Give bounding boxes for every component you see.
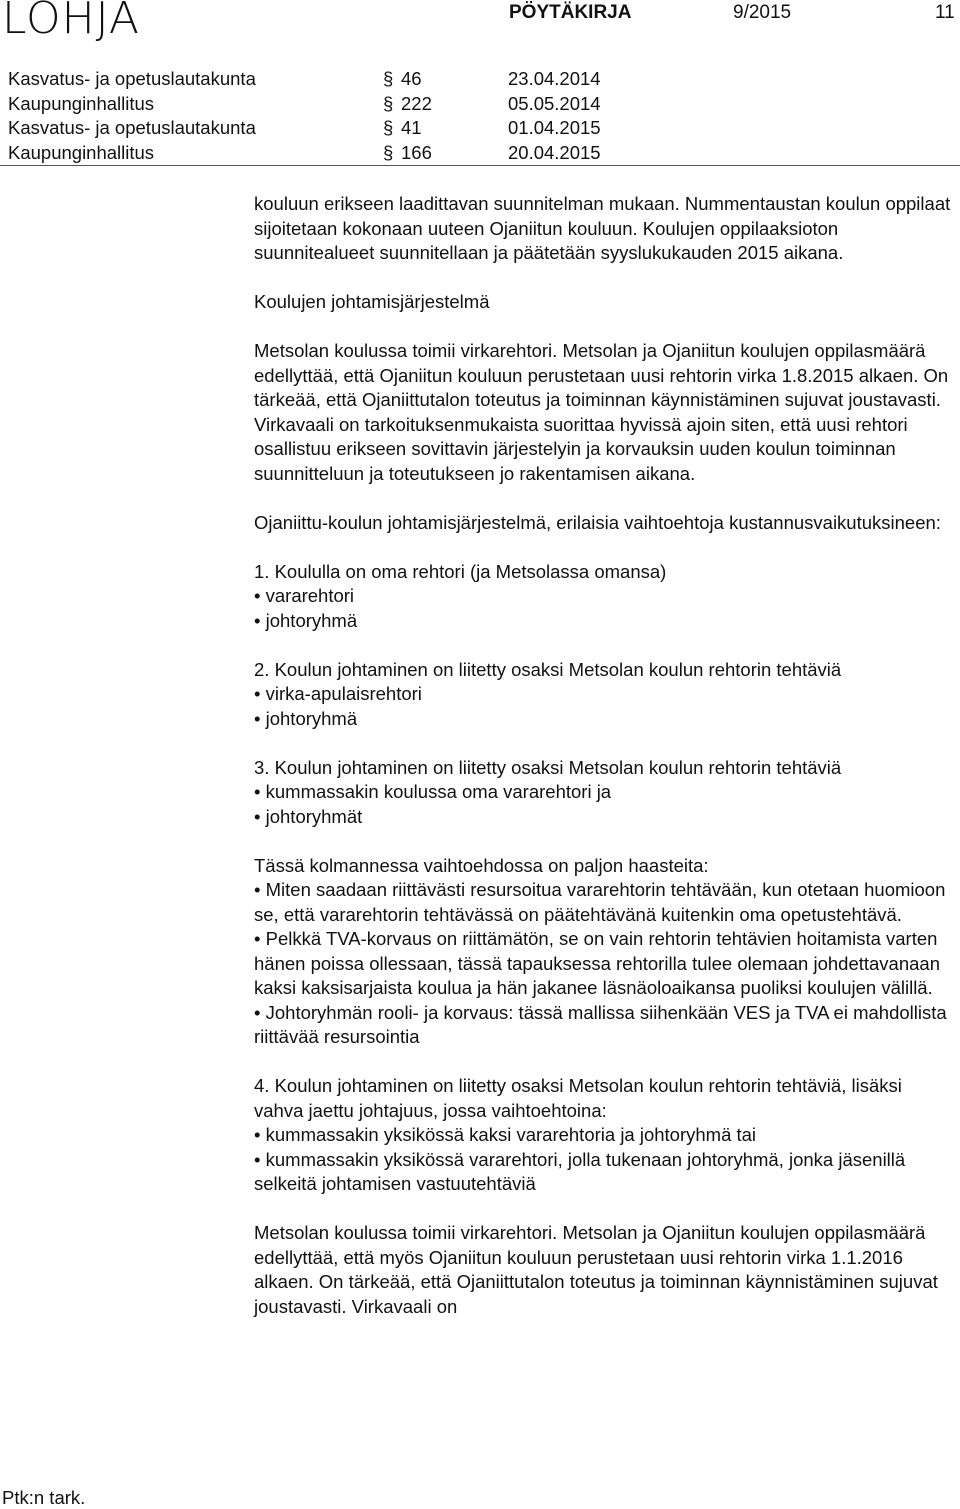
- reference-body: Kasvatus- ja opetuslautakunta: [8, 117, 256, 138]
- bullet-item: • johtoryhmä: [254, 707, 358, 729]
- document-body: [254, 192, 954, 1319]
- bullet-item: • kummassakin yksikössä kaksi vararehtoria ja johtoryhmä tai: [254, 1124, 757, 1145]
- reference-number: 41: [401, 117, 422, 138]
- section-heading: Koulujen johtamisjärjestelmä: [254, 291, 490, 312]
- challenges-title: Tässä kolmannessa vaihtoehdossa on paljon haasteita:: [254, 854, 709, 876]
- bullet-item: • johtoryhmät: [254, 805, 363, 827]
- footer-initials-label: Ptk:n tark.: [2, 1487, 86, 1508]
- bullet-item: • Pelkkä TVA-korvaus on riittämätön, se on vain rehtorin tehtävien hoitamista varten hänen poissa ollessaan, tässä tapauksessa rehtorilla tulee olemaan johdettavanaan kaksi kaksisarjaista koulua ja hän jakanee läsnäoloaikansa puoliksi koulujen välillä.: [254, 928, 940, 998]
- section-sign: §: [383, 141, 394, 163]
- paragraph: Metsolan koulussa toimii virkarehtori. Metsolan ja Ojaniitun koulujen oppilasmäärä edellyttää, että Ojaniitun kouluun perustetaan uusi rehtorin virka 1.8.2015 alkaen. On tärkeää, että Ojaniittutalon toteutus ja toiminnan käynnistäminen sujuvat joustavasti. Virkavaali on tarkoituksenmukaista suorittaa hyvissä ajoin siten, että uusi rehtori osallistuu erikseen sovittavin järjestelyin ja korvauksin uuden koulun toiminnan suunnitteluun ja toteutukseen jo rakentamisen aikana.: [254, 340, 949, 484]
- option-title: 2. Koulun johtaminen on liitetty osaksi Metsolan koulun rehtorin tehtäviä: [254, 658, 842, 680]
- bullet-item: • kummassakin koulussa oma vararehtori ja: [254, 781, 612, 802]
- reference-number: 222: [401, 92, 432, 114]
- reference-row: [8, 117, 958, 142]
- option-title: 1. Koululla on oma rehtori (ja Metsolassa omansa): [254, 560, 667, 582]
- section-sign: §: [383, 117, 394, 138]
- option-title: 3. Koulun johtaminen on liitetty osaksi Metsolan koulun rehtorin tehtäviä: [254, 756, 842, 778]
- reference-date: 05.05.2014: [508, 92, 601, 114]
- bullet-item: • virka-apulaisrehtori: [254, 683, 422, 704]
- section-sign: §: [383, 68, 394, 89]
- paragraph: kouluun erikseen laadittavan suunnitelman mukaan. Nummentaustan koulun oppilaat sijoitetaan kokonaan uuteen Ojaniitun kouluun. Koulujen oppilaaksioton suunnitealueet suunnitellaan ja päätetään syyslukukauden 2015 aikana.: [254, 193, 951, 263]
- bullet-item: • kummassakin yksikössä vararehtori, jolla tukenaan johtoryhmä, jonka jäsenillä selkeitä johtamisen vastuutehtäviä: [254, 1148, 906, 1194]
- city-logo: LOHJA: [2, 0, 140, 44]
- reference-row: [8, 142, 958, 167]
- bullet-item: • vararehtori: [254, 585, 355, 606]
- page-number: 11: [935, 2, 955, 23]
- reference-date: 20.04.2015: [508, 141, 601, 163]
- reference-body: Kaupunginhallitus: [8, 141, 155, 163]
- reference-list: [8, 68, 958, 166]
- reference-row: [8, 68, 958, 93]
- bullet-item: • johtoryhmä: [254, 609, 358, 631]
- document-number: 9/2015: [733, 2, 792, 23]
- reference-row: [8, 93, 958, 118]
- reference-number: 46: [401, 68, 422, 89]
- reference-date: 23.04.2014: [508, 68, 601, 89]
- paragraph: Metsolan koulussa toimii virkarehtori. Metsolan ja Ojaniitun koulujen oppilasmäärä edellyttää, että myös Ojaniitun kouluun perustetaan uusi rehtorin virka 1.1.2016 alkaen. On tärkeää, että Ojaniittutalon toteutus ja toiminnan käynnistäminen sujuvat joustavasti. Virkavaali on: [254, 1222, 938, 1317]
- reference-body: Kaupunginhallitus: [8, 92, 155, 114]
- header-divider: [0, 165, 960, 166]
- reference-body: Kasvatus- ja opetuslautakunta: [8, 68, 256, 89]
- reference-date: 01.04.2015: [508, 117, 601, 138]
- bullet-item: • Miten saadaan riittävästi resursoitua vararehtorin tehtävään, kun otetaan huomioon se, että vararehtorin tehtävässä on päätehtävänä kuitenkin oma opetustehtävä.: [254, 879, 946, 925]
- option-title: 4. Koulun johtaminen on liitetty osaksi Metsolan koulun rehtorin tehtäviä, lisäksi vahva jaettu johtajuus, jossa vaihtoehtoina:: [254, 1075, 902, 1121]
- document-type: PÖYTÄKIRJA: [509, 2, 632, 23]
- section-sign: §: [383, 92, 394, 114]
- reference-number: 166: [401, 141, 432, 163]
- paragraph: Ojaniittu-koulun johtamisjärjestelmä, erilaisia vaihtoehtoja kustannusvaikutuksineen:: [254, 511, 941, 533]
- bullet-item: • Johtoryhmän rooli- ja korvaus: tässä mallissa siihenkään VES ja TVA ei mahdollista riittävää resursointia: [254, 1001, 947, 1047]
